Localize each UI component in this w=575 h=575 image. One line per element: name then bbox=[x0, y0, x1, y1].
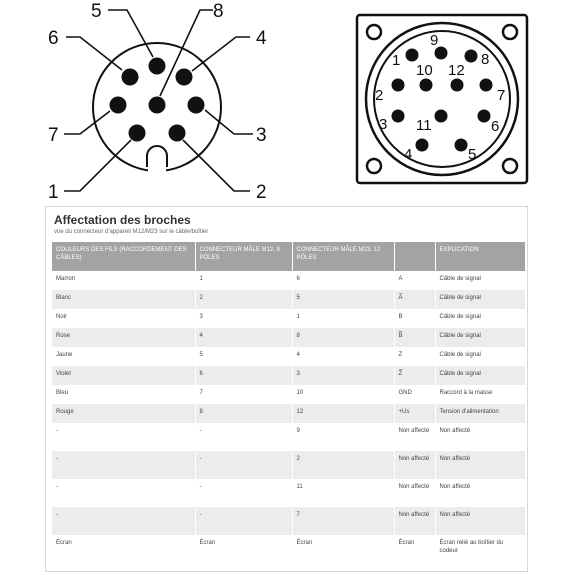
pin-assignment-panel bbox=[45, 206, 528, 572]
m23-label-3: 3 bbox=[379, 116, 388, 133]
cell-explanation: Câble de signal bbox=[435, 271, 525, 290]
pin-assignment-table bbox=[52, 242, 526, 563]
cell-m23: 11 bbox=[292, 479, 394, 507]
cell-m12: - bbox=[195, 451, 292, 479]
m23-pin-12 bbox=[451, 79, 464, 92]
m23-label-7: 7 bbox=[497, 87, 506, 104]
cell-explanation: Câble de signal bbox=[435, 328, 525, 347]
m12-pin-5 bbox=[149, 58, 166, 75]
m23-label-11: 11 bbox=[416, 117, 432, 134]
m23-pin-8 bbox=[465, 50, 478, 63]
pin-assignment-subtitle: vue du connecteur d'appareil M12/M23 sur le câble/boîtier bbox=[54, 229, 209, 235]
cell-m23: 12 bbox=[292, 404, 394, 423]
cell-signal: GND bbox=[394, 385, 435, 404]
cell-explanation: Câble de signal bbox=[435, 347, 525, 366]
m23-mount-hole-tl bbox=[367, 25, 381, 39]
cell-m12: 5 bbox=[195, 347, 292, 366]
cell-signal: Écran bbox=[394, 535, 435, 563]
table-row bbox=[52, 309, 525, 328]
cell-color: Blanc bbox=[52, 290, 195, 309]
cell-signal: A̅ bbox=[394, 290, 435, 309]
m23-label-12: 12 bbox=[448, 62, 465, 79]
cell-explanation: Non affecté bbox=[435, 423, 525, 451]
cell-m23: 4 bbox=[292, 347, 394, 366]
m23-pin-7 bbox=[480, 79, 493, 92]
m12-pin-4 bbox=[176, 69, 193, 86]
m23-mount-hole-bl bbox=[367, 159, 381, 173]
header-wire-color: COULEURS DES FILS (RACCORDEMENT DES CÂBLES) bbox=[52, 242, 195, 271]
m23-connector bbox=[357, 15, 527, 183]
table-row bbox=[52, 479, 525, 507]
cell-m23: 3 bbox=[292, 366, 394, 385]
header-m12: CONNECTEUR MÂLE M12, 8 PÔLES bbox=[195, 242, 292, 271]
m23-pin-11 bbox=[435, 110, 448, 123]
table-row bbox=[52, 385, 525, 404]
cell-color: Rouge bbox=[52, 404, 195, 423]
cell-explanation: Non affecté bbox=[435, 507, 525, 535]
cell-explanation: Écran relié au boîtier du codeur bbox=[435, 535, 525, 563]
table-row bbox=[52, 290, 525, 309]
m23-outer-ring bbox=[366, 23, 518, 175]
cell-m12: Écran bbox=[195, 535, 292, 563]
table-row bbox=[52, 328, 525, 347]
cell-color: Violet bbox=[52, 366, 195, 385]
cell-color: Marron bbox=[52, 271, 195, 290]
table-row bbox=[52, 535, 525, 563]
cell-m23: 9 bbox=[292, 423, 394, 451]
m23-label-4: 4 bbox=[404, 146, 413, 163]
cell-explanation: Câble de signal bbox=[435, 290, 525, 309]
cell-signal: Z̅ bbox=[394, 366, 435, 385]
cell-color: - bbox=[52, 451, 195, 479]
cell-color: Bleu bbox=[52, 385, 195, 404]
m23-mount-hole-br bbox=[503, 159, 517, 173]
table-header-row bbox=[52, 242, 525, 271]
m12-pin-7 bbox=[110, 97, 127, 114]
cell-explanation: Câble de signal bbox=[435, 366, 525, 385]
m12-leader-5 bbox=[108, 10, 153, 57]
cell-m23: 5 bbox=[292, 290, 394, 309]
cell-signal: B̅ bbox=[394, 328, 435, 347]
cell-explanation: Non affecté bbox=[435, 479, 525, 507]
table-row bbox=[52, 451, 525, 479]
cell-color: Noir bbox=[52, 309, 195, 328]
cell-m23: 6 bbox=[292, 271, 394, 290]
m12-pin-6 bbox=[122, 69, 139, 86]
m12-leader-7 bbox=[64, 111, 110, 134]
m23-label-9: 9 bbox=[430, 32, 439, 49]
m12-pin-3 bbox=[188, 97, 205, 114]
cell-color: Jaune bbox=[52, 347, 195, 366]
cell-m23: 10 bbox=[292, 385, 394, 404]
table-row bbox=[52, 271, 525, 290]
cell-signal: B bbox=[394, 309, 435, 328]
cell-color: - bbox=[52, 479, 195, 507]
m12-label-4: 4 bbox=[256, 28, 267, 49]
m12-label-8: 8 bbox=[213, 1, 224, 22]
m12-leader-4 bbox=[192, 37, 250, 71]
m12-leader-2 bbox=[183, 140, 250, 191]
cell-m12: 4 bbox=[195, 328, 292, 347]
m23-pin-1 bbox=[406, 49, 419, 62]
m23-pin-6 bbox=[478, 110, 491, 123]
cell-signal: Non affecté bbox=[394, 479, 435, 507]
m12-label-2: 2 bbox=[256, 182, 267, 203]
m12-connector bbox=[48, 1, 267, 203]
cell-signal: +Us bbox=[394, 404, 435, 423]
m23-label-6: 6 bbox=[491, 118, 500, 135]
cell-m12: 8 bbox=[195, 404, 292, 423]
m12-leader-3 bbox=[205, 110, 253, 134]
cell-explanation: Raccord à la masse bbox=[435, 385, 525, 404]
cell-m23: 1 bbox=[292, 309, 394, 328]
m23-mount-hole-tr bbox=[503, 25, 517, 39]
m12-leader-1 bbox=[64, 140, 131, 191]
m12-leader-6 bbox=[66, 37, 122, 70]
m23-label-10: 10 bbox=[416, 62, 433, 79]
cell-explanation: Câble de signal bbox=[435, 309, 525, 328]
cell-m12: 1 bbox=[195, 271, 292, 290]
cell-m12: 7 bbox=[195, 385, 292, 404]
cell-signal: Non affecté bbox=[394, 423, 435, 451]
table-row bbox=[52, 404, 525, 423]
m23-label-2: 2 bbox=[375, 87, 384, 104]
cell-m23: Écran bbox=[292, 535, 394, 563]
cell-m12: - bbox=[195, 479, 292, 507]
header-explanation: EXPLICATION bbox=[435, 242, 525, 271]
m12-label-7: 7 bbox=[48, 125, 59, 146]
cell-m23: 7 bbox=[292, 507, 394, 535]
cell-m12: - bbox=[195, 423, 292, 451]
cell-m12: 3 bbox=[195, 309, 292, 328]
m12-label-1: 1 bbox=[48, 182, 59, 203]
cell-m12: 2 bbox=[195, 290, 292, 309]
pin-assignment-title: Affectation des broches bbox=[54, 213, 191, 227]
m23-pin-5 bbox=[455, 139, 468, 152]
m23-pin-2 bbox=[392, 79, 405, 92]
table-row bbox=[52, 507, 525, 535]
m12-label-3: 3 bbox=[256, 125, 267, 146]
m23-pin-4 bbox=[416, 139, 429, 152]
header-m23: CONNECTEUR MÂLE M23, 12 PÔLES bbox=[292, 242, 394, 271]
cell-color: - bbox=[52, 423, 195, 451]
m12-label-6: 6 bbox=[48, 28, 59, 49]
cell-explanation: Non affecté bbox=[435, 451, 525, 479]
m23-label-1: 1 bbox=[392, 52, 401, 69]
cell-m23: 8 bbox=[292, 328, 394, 347]
m12-pin-1 bbox=[129, 125, 146, 142]
cell-color: Rose bbox=[52, 328, 195, 347]
m12-label-5: 5 bbox=[91, 1, 102, 22]
cell-color: - bbox=[52, 507, 195, 535]
m23-label-8: 8 bbox=[481, 51, 490, 68]
cell-m12: - bbox=[195, 507, 292, 535]
table-row bbox=[52, 347, 525, 366]
cell-signal: Non affecté bbox=[394, 507, 435, 535]
cell-signal: Non affecté bbox=[394, 451, 435, 479]
cell-explanation: Tension d'alimentation bbox=[435, 404, 525, 423]
m23-pin-10 bbox=[420, 79, 433, 92]
m12-pin-2 bbox=[169, 125, 186, 142]
cell-m12: 6 bbox=[195, 366, 292, 385]
m23-label-5: 5 bbox=[468, 146, 477, 163]
connector-pinout-diagram bbox=[0, 0, 575, 205]
cell-color: Écran bbox=[52, 535, 195, 563]
cell-m23: 2 bbox=[292, 451, 394, 479]
m12-pin-8 bbox=[149, 97, 166, 114]
cell-signal: A bbox=[394, 271, 435, 290]
header-signal bbox=[394, 242, 435, 271]
table-row bbox=[52, 366, 525, 385]
table-row bbox=[52, 423, 525, 451]
cell-signal: Z bbox=[394, 347, 435, 366]
m23-pin-3 bbox=[392, 110, 405, 123]
